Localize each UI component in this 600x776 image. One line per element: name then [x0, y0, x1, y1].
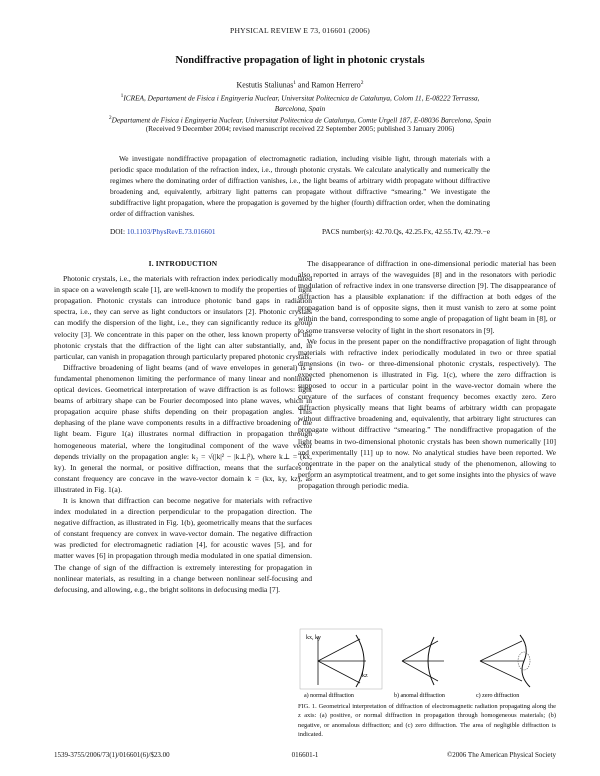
- running-head: PHYSICAL REVIEW E 73, 016601 (2006): [230, 26, 370, 35]
- doi-label: DOI:: [110, 227, 125, 236]
- wave-vector-arrow: [318, 639, 360, 661]
- affiliation-mark: 1: [120, 93, 124, 99]
- axis-label: kz: [362, 673, 368, 679]
- right-column: [298, 258, 556, 491]
- panel-anomal-diffraction: [394, 637, 445, 699]
- wave-vector-arrow: [402, 661, 438, 681]
- author-name: Kestutis Staliunas: [236, 80, 294, 90]
- doi-link[interactable]: 10.1103/PhysRevE.73.016601: [126, 227, 216, 236]
- axis-label: kx, ky: [306, 635, 321, 641]
- footer-copyright: ©2006 The American Physical Society: [446, 751, 556, 759]
- pacs-numbers: PACS number(s): 42.70.Qs, 42.25.Fx, 42.55.Tv, 42.79.−e: [322, 227, 490, 236]
- paragraph: It is known that diffraction can become negative for materials with refractive index modulated in a direction perpendicular to the propagation direction. The negative diffraction, as illustrated in Fig. 1(b), geometrically means that the surfaces of constant frequency are convex in wave-vector domain. The negative diffraction was predicted for electromagnetic radiation [4], for acoustic waves [5], and for matter waves [6] in propagation through media modulated in one spatial dimension. The change of sign of the diffraction is extremely interesting for propagation in nonlinear materials, as resulting in a change between nonlinear self-focusing and defocusing, and allowing, e.g., the bright solitons in defocusing media [7].: [54, 495, 312, 594]
- paragraph: Photonic crystals, i.e., the materials with refraction index periodically modulated in space on a wavelength scale [1], are well-known to modify the properties of light propagation. Photonic crystals can introduce photonic band gaps in radiation spectra, i.e., they can serve as light conductors or insulators [2]. Photonic crystals can modify the dispersion of the light, i.e., they can significantly reduce its group velocity [3]. We concentrate in this paper on the other, less known property of the photonic crystals that the diffraction of the light can alter substantially, and, in particular, can vanish in propagation through particularly prepared photonic crystals.: [54, 274, 312, 361]
- wave-vector-arrow: [402, 641, 438, 661]
- wave-vector-arrow: [480, 661, 522, 681]
- panel-zero-diffraction: [476, 635, 530, 699]
- author-conjunction: and: [298, 80, 310, 90]
- section-heading: I. INTRODUCTION: [148, 259, 218, 268]
- figure-caption: FIG. 1. Geometrical interpretation of diffraction of electromagnetic radiation propagating along the z axis: (a) positive, or normal diffraction in propagation through homogeneous materials; (b) negative, or anomalous diffraction; and (c) zero diffraction. The area of negligible diffraction is indicated.: [298, 703, 556, 738]
- affiliation-text: Barcelona, Spain: [274, 103, 326, 113]
- affiliation: [50, 91, 550, 114]
- affiliation-mark: 1: [293, 80, 297, 86]
- paragraph: The disappearance of diffraction in one-dimensional periodic material has been also reported in arrays of the waveguides [8] and in the resonators with periodic modulation of refractive index in one transverse direction [9]. The disappearance of diffraction has a plausible explanation: if the diffraction at both edges of the propagation band is of opposite signs, then it must vanish to zero at some point within the band, corresponding to some angle of propagation of light beam in [8], or to some transverse velocity of light in the short resonators in [9].: [298, 259, 556, 335]
- panel-label: c) zero diffraction: [476, 693, 520, 699]
- panel-label: b) anomal diffraction: [394, 693, 445, 699]
- affiliation-mark: 2: [108, 115, 112, 121]
- wave-vector-arrow: [318, 661, 360, 683]
- panel-label: a) normal diffraction: [304, 693, 354, 699]
- affiliation-mark: 2: [360, 80, 364, 86]
- doi-pacs-line: [110, 227, 490, 236]
- wave-vector-arrow: [480, 641, 522, 661]
- paragraph: We focus in the present paper on the nondiffractive propagation of light through materials with refractive index periodically modulated in two or three spatial dimensions (in two- or three-dimensional photonic crystals, respectively). The expected phenomenon is illustrated in Fig. 1(c), where the zero diffraction is supposed to occur in a particular point in the wave-vector domain where the curvature of the surfaces of constant frequency becomes exactly zero. Zero diffraction physically means that light beams of arbitrary width can propagate without diffractive broadening and, equivalently, that arbitrary light structures can propagate without diffractive “smearing.” The nondiffractive propagation of the light beams in two-dimensional photonic crystals has been shown numerically [10] and experimentally [11] up to now. No analytical studies have been reported. We concentrate in the paper on the analytical study of the phenomenon, allowing to perform an asymptotical treatment, and to get some insights into the physics of wave propagation through periodic media.: [298, 336, 556, 490]
- affiliation-text: ICREA, Departament de Fisica i Enginyeria Nuclear, Universitat Politecnica de Catalunya, Colom 11, E-08222 Terrassa,: [123, 93, 480, 103]
- figure-1: [298, 627, 556, 701]
- panel-normal-diffraction: [300, 629, 382, 699]
- abstract: We investigate nondiffractive propagation of electromagnetic radiation, including visible light, through materials with a periodic space modulation of the refraction index, i.e., through photonic crystals. We calculate analytically and numerically the regimes where the dominating order of diffraction vanishes, i.e., the light beams of arbitrary width propagate without diffractive broadening and, equivalently, arbitrary light patterns can propagate without diffractive “smearing.” We investigate the subdiffractive light propagation, where the propagation is governed by the higher (fourth) diffraction order, when the dominating order of diffraction vanishes.: [110, 154, 490, 218]
- author-name: Ramon Herrero: [311, 80, 361, 90]
- footer-issn: 1539-3755/2006/73(1)/016601(6)/$23.00: [54, 751, 170, 759]
- affiliation-text: Departament de Fisica i Enginyeria Nuclear, Universitat Politecnica de Catalunya, Comte Urgell 187, E-08036 Barcelona, Spain: [111, 115, 492, 125]
- author-list: [40, 80, 560, 90]
- paper-title: Nondiffractive propagation of light in photonic crystals: [175, 55, 425, 66]
- left-column: [54, 258, 312, 595]
- footer-page-number: 016601-1: [291, 751, 319, 759]
- received-dates: (Received 9 December 2004; revised manuscript received 22 September 2005; published 3 January 2006): [145, 124, 455, 133]
- paragraph: Diffractive broadening of light beams (and of wave envelopes in general) is a fundamental phenomenon limiting the performance of many linear and nonlinear optical devices. Geometrical interpretation of wave diffraction is as follows: light beams of arbitrary shape can be Fourier decomposed into plane waves, which in propagation acquire phase shifts depending on their propagation angles. This dephasing of the plane wave components results in a diffractive broadening of the light beam. Figure 1(a) illustrates normal diffraction in propagation through homogeneous material, where the longitudinal component of the wave vector depends trivially on the propagation angle: k₂ = √(|k|² − |k⊥|²), where k⊥ = (kx, ky). In general the normal, or positive diffraction, means that the surfaces of constant frequency are concave in the wave-vector domain k = (kx, ky, kz), as illustrated in Fig. 1(a).: [54, 362, 312, 494]
